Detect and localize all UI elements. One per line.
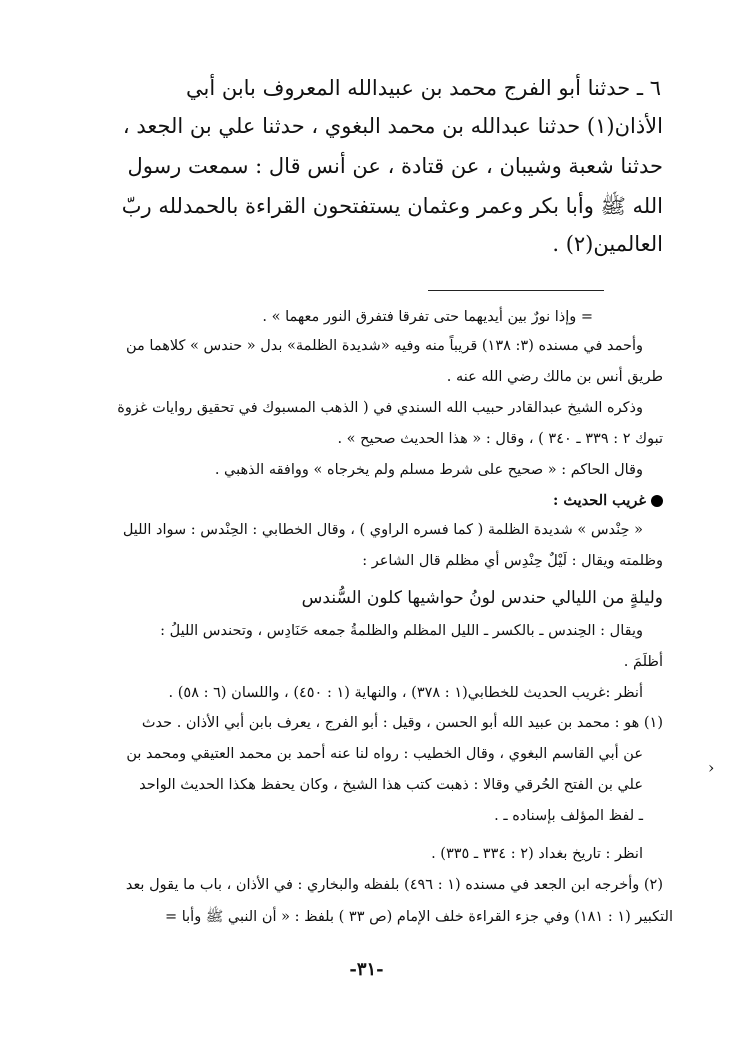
footnote-line: انظر : تاريخ بغداد (٢ : ٣٣٤ ـ ٣٣٥) . — [431, 846, 643, 862]
footnote-line: أنظر :غريب الحديث للخطابي(١ : ٣٧٨) ، والنهاية (١ : ٤٥٠) ، واللسان (٦ : ٥٨) . — [168, 685, 643, 701]
footnote-separator — [428, 290, 604, 291]
footnote-line: أظلَمَ . — [623, 654, 663, 670]
footnote-line: ويقال : الحِندس ـ بالكسر ـ الليل المظلم والظلمةُ جمعه حَنَادِس ، وتحندس الليلُ : — [160, 623, 643, 639]
footnote-line: تبوك ٢ : ٣٣٩ ـ ٣٤٠ ) ، وقال : « هذا الحديث صحيح » . — [337, 431, 663, 447]
footnote-line: وذكره الشيخ عبدالقادر حبيب الله السندي في ( الذهب المسبوك في تحقيق روايات غزوة — [117, 400, 643, 416]
page-number: -٣١- — [349, 959, 384, 980]
section-heading-label: غريب الحديث : — [553, 492, 646, 509]
footnote-line: ـ لفظ المؤلف بإسناده ـ . — [494, 808, 643, 824]
footnote-line: = وإذا نورٌ بين أيديهما حتى تفرقا فتفرق النور معهما » . — [262, 309, 593, 325]
footnote-line: التكبير (١ : ١٨١) وفي جزء القراءة خلف الإمام (ص ٣٣ ) بلفظ : « أن النبي ﷺ وأبا = — [164, 909, 673, 925]
bullet-icon — [651, 495, 663, 507]
footnote-line: وقال الحاكم : « صحيح على شرط مسلم ولم يخرجاه » ووافقه الذهبي . — [214, 462, 643, 478]
section-heading — [553, 492, 663, 509]
margin-mark: › — [708, 758, 715, 777]
footnote-line: (١) هو : محمد بن عبيد الله أبو الحسن ، وقيل : أبو الفرج ، يعرف بابن أبي الأذان . حدث — [141, 715, 663, 731]
footnote-line: وظلمته ويقال : لَيْلٌ حِنْدِس أي مظلم قال الشاعر : — [362, 553, 663, 569]
main-line-5: العالمين(٢) . — [552, 232, 663, 256]
footnote-line: « حِنْدس » شديدة الظلمة ( كما فسره الراوي ) ، وقال الخطابي : الحِنْدس : سواد الليل — [122, 522, 643, 538]
footnote-line: (٢) وأخرجه ابن الجعد في مسنده (١ : ٤٩٦) بلفظه والبخاري : في الأذان ، باب ما يقول بعد — [125, 877, 663, 893]
main-line-4: الله ﷺ وأبا بكر وعمر وعثمان يستفتحون القراءة بالحمدلله ربّ — [121, 194, 663, 218]
footnote-line: طريق أنس بن مالك رضي الله عنه . — [446, 369, 663, 385]
main-line-3: حدثنا شعبة وشيبان ، عن قتادة ، عن أنس قال : سمعت رسول — [127, 154, 663, 178]
footnote-line: عن أبي القاسم البغوي ، وقال الخطيب : رواه لنا عنه أحمد بن محمد العتيقي ومحمد بن — [126, 746, 643, 762]
main-line-2: الأذان(١) حدثنا عبدالله بن محمد البغوي ، حدثنا علي بن الجعد ، — [122, 114, 663, 138]
footnote-line: علي بن الفتح الحُرقي وقالا : ذهبت كتب هذا الشيخ ، وكان يحفظ هكذا الحديث الواحد — [139, 777, 643, 793]
poetry-line: وليلةٍ من الليالي حندس لونُ حواشيها كلون السُّندس — [301, 588, 663, 608]
footnote-line: وأحمد في مسنده (٣: ١٣٨) قريباً منه وفيه «شديدة الظلمة» بدل « حندس » كلاهما من — [126, 338, 643, 354]
main-line-1: ٦ ـ حدثنا أبو الفرج محمد بن عبيدالله المعروف بابن أبي — [185, 76, 661, 100]
